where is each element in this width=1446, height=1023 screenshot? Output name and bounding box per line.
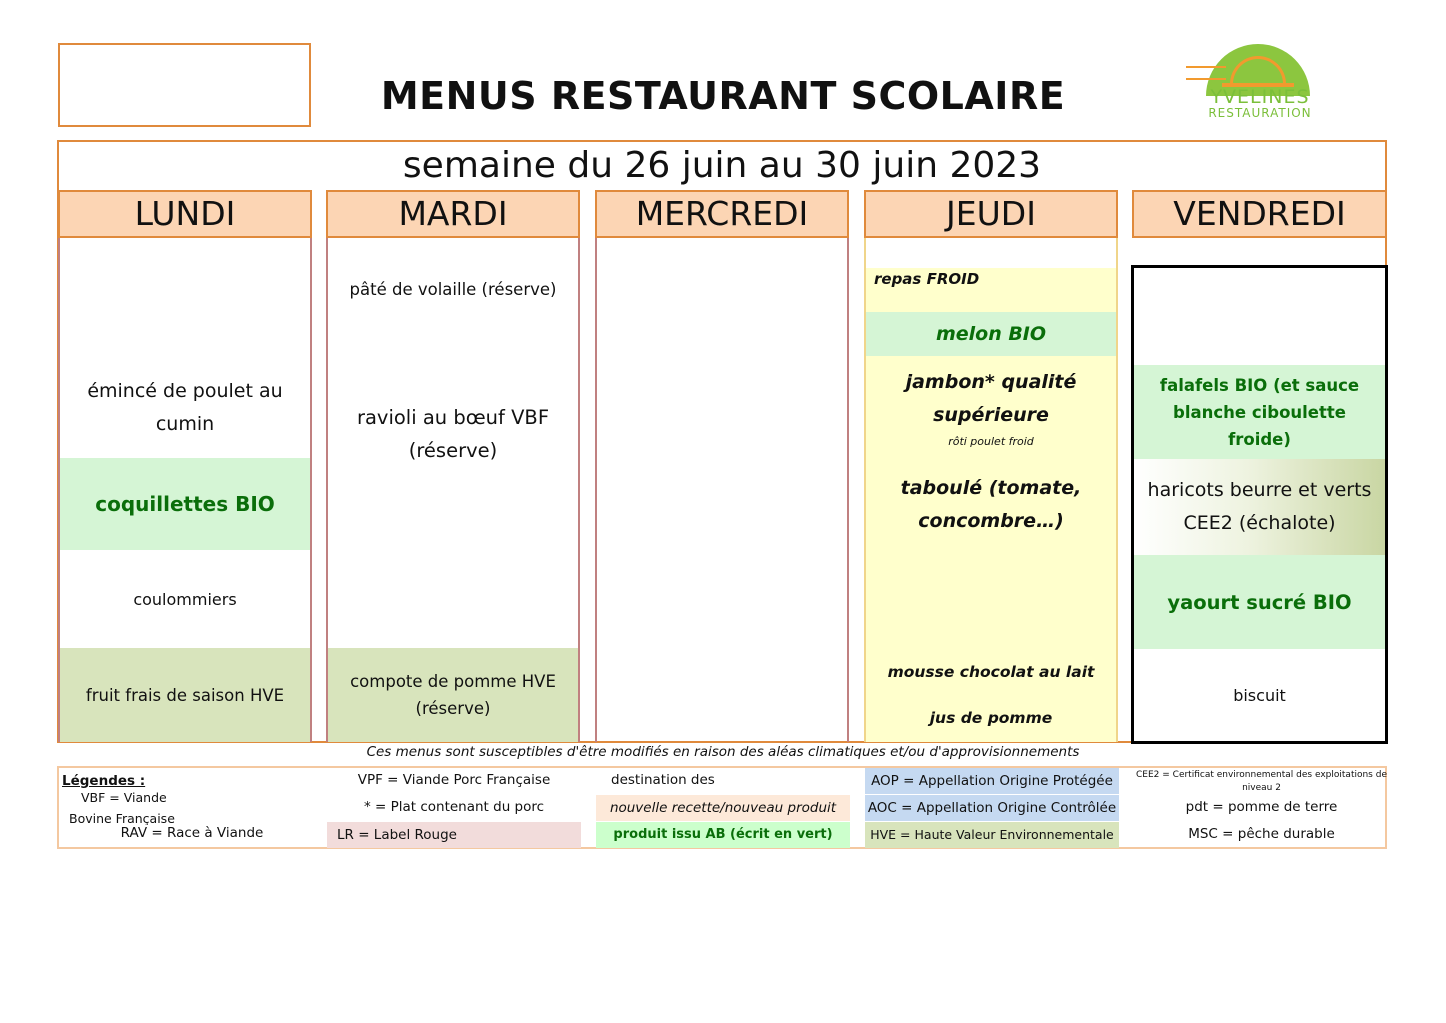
legend-vbf-2: Bovine Française (69, 811, 175, 825)
day-header-jeudi: JEUDI (864, 190, 1118, 238)
week-title: semaine du 26 juin au 30 juin 2023 (402, 145, 1042, 186)
legend-title: Légendes : (62, 773, 146, 789)
day-header-vendredi: VENDREDI (1132, 190, 1387, 238)
legend-porc: * = Plat contenant du porc (363, 799, 545, 815)
jeudi-side: taboulé (tomate, concombre…) (900, 477, 1082, 532)
mardi-dessert: compote de pomme HVE (réserve) (328, 648, 578, 742)
legend-cee2: CEE2 = Certificat environnemental des exploitations de niveau 2 (1136, 770, 1387, 793)
lundi-dessert: fruit frais de saison HVE (60, 648, 310, 742)
vendredi-side: haricots beurre et verts CEE2 (échalote) (1134, 459, 1385, 555)
jeudi-starter: melon BIO (866, 312, 1116, 356)
column-lundi (58, 238, 312, 742)
lundi-main: émincé de poulet au cumin (87, 380, 283, 435)
day-header-mercredi: MERCREDI (595, 190, 849, 238)
vendredi-main: falafels BIO (et sauce blanche ciboulette froide) (1134, 365, 1385, 459)
legend-msc: MSC = pêche durable (1188, 826, 1335, 842)
yvelines-logo (1186, 36, 1316, 124)
legend-hve: HVE = Haute Valeur Environnementale (865, 822, 1119, 848)
page-title: MENUS RESTAURANT SCOLAIRE (380, 74, 1066, 118)
logo-word-2: RESTAURATION (1208, 106, 1312, 120)
day-header-lundi: LUNDI (58, 190, 312, 238)
legend-vbf-1: VBF = Viande (81, 790, 167, 805)
mardi-main: ravioli au bœuf VBF (réserve) (356, 406, 550, 462)
legend (57, 766, 1387, 849)
legend-aoc: AOC = Appellation Origine Contrôlée (865, 795, 1119, 821)
column-jeudi (864, 238, 1118, 742)
legend-nouvelle: nouvelle recette/nouveau produit (596, 795, 850, 821)
column-mardi (326, 238, 580, 742)
legend-lr: LR = Label Rouge (327, 822, 581, 848)
legend-aop: AOP = Appellation Origine Protégée (865, 768, 1119, 794)
legend-destination: destination des (611, 772, 715, 788)
lundi-cheese: coulommiers (133, 589, 237, 609)
jeudi-main: jambon* qualité supérieure (905, 371, 1077, 426)
column-mercredi (595, 238, 849, 742)
jeudi-top-gap (866, 238, 1116, 268)
logo-word-1: YVELINES (1210, 86, 1310, 108)
jeudi-alt: rôti poulet froid (948, 434, 1034, 448)
day-header-mardi: MARDI (326, 190, 580, 238)
vendredi-dairy: yaourt sucré BIO (1134, 555, 1385, 649)
legend-vpf: VPF = Viande Porc Française (357, 772, 551, 788)
footer-note: Ces menus sont susceptibles d'être modifiés en raison des aléas climatiques et/ou d'approvisionnements (366, 744, 1080, 760)
logo-speed-lines-icon (1186, 66, 1226, 80)
legend-pdt: pdt = pomme de terre (1185, 799, 1338, 815)
legend-rav: RAV = Race à Viande (120, 825, 264, 841)
jeudi-dessert-1: mousse chocolat au lait (887, 663, 1095, 681)
lundi-side: coquillettes BIO (60, 458, 310, 550)
jeudi-note: repas FROID (874, 270, 980, 288)
jeudi-dessert-2: jus de pomme (929, 709, 1053, 727)
vendredi-dessert: biscuit (1233, 685, 1286, 705)
mardi-starter: pâté de volaille (réserve) (349, 279, 557, 299)
blank-box (58, 43, 311, 127)
legend-ab: produit issu AB (écrit en vert) (596, 822, 850, 848)
vendredi-top-gap (1132, 238, 1387, 266)
column-vendredi (1131, 265, 1388, 744)
